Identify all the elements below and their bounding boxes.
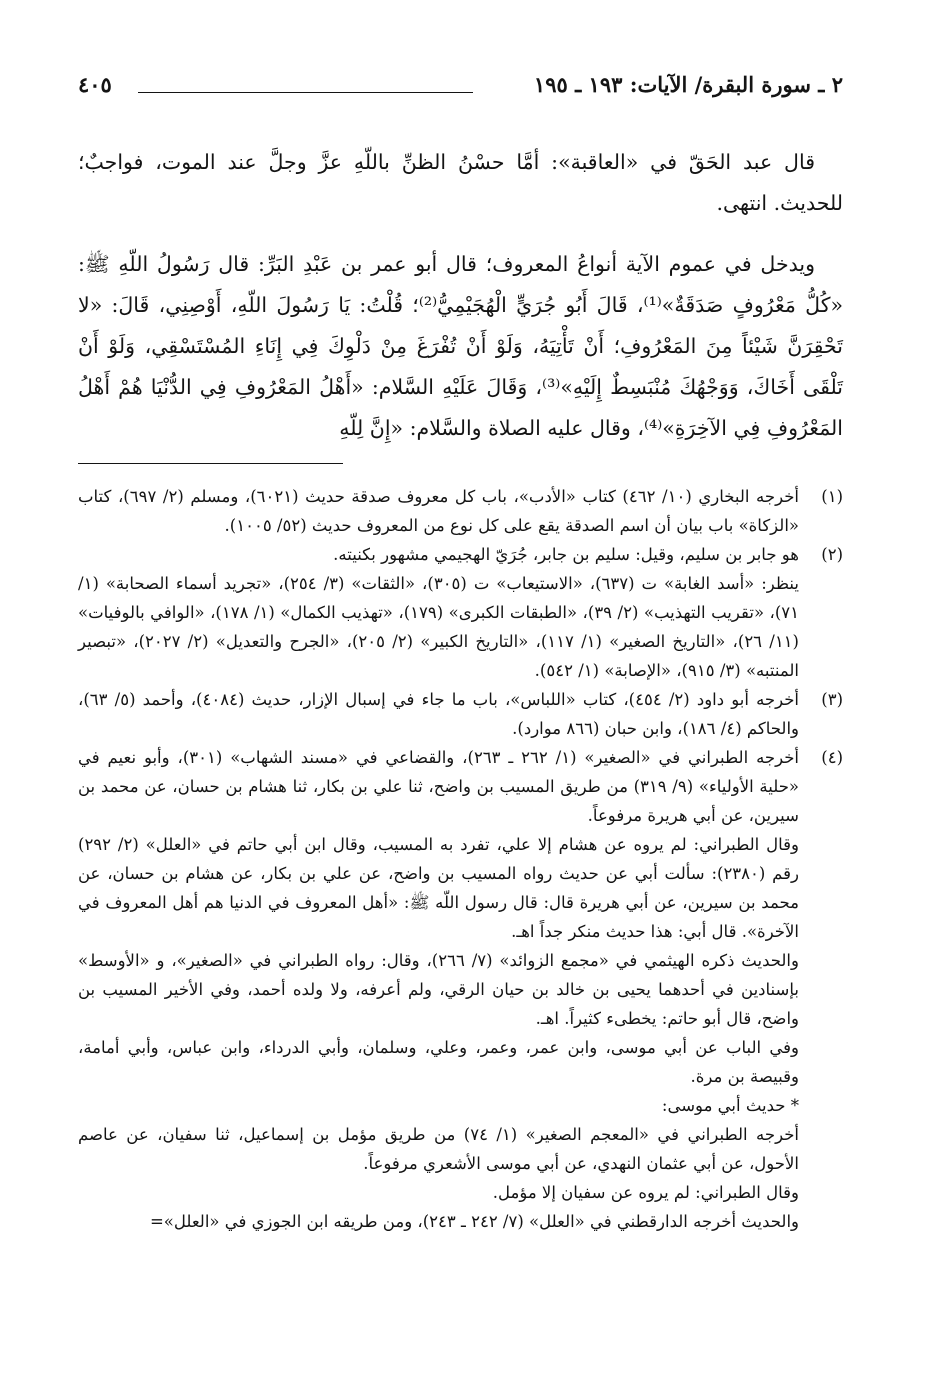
main-text <box>78 142 843 449</box>
footnote-paragraph: وفي الباب عن أبي موسى، وابن عمر، وعمر، وعلي، وسلمان، وأبي الدرداء، وابن عباس، وأبي أمامة، وقبيصة بن مرة. <box>78 1038 799 1086</box>
footnote-paragraph: والحديث ذكره الهيثمي في «مجمع الزوائد» (٧/ ٢٦٦)، وقال: رواه الطبراني في «الصغير»، و «الأوسط» بإسنادين في أحدهما يحيى بن خالد بن حيان الرقي، ولم أعرفه، ولا ولده أحمد، وفي الأخير المسيب بن واضح، قال أبو حاتم: يخطىء كثيراً. اهـ. <box>78 951 799 1028</box>
footnote <box>78 685 843 743</box>
footnote-separator <box>78 463 343 464</box>
footnote <box>78 482 843 540</box>
footnote-paragraph: أخرجه الطبراني في «المعجم الصغير» (١/ ٧٤) من طريق مؤمل بن إسماعيل، ثنا سفيان، عن عاصم الأحول، عن أبي عثمان النهدي، عن أبي موسى الأشعري مرفوعاً. <box>78 1125 799 1173</box>
footnote-number: (٤) <box>821 748 843 767</box>
page-number: ٤٠٥ <box>78 72 112 97</box>
footnote-paragraph: هو جابر بن سليم، وقيل: سليم بن جابر، جُرَيّ الهجيمي مشهور بكنيته. <box>333 545 799 564</box>
footnote-paragraph: * حديث أبي موسى: <box>661 1096 799 1115</box>
footnote-number: (٣) <box>821 690 843 709</box>
main-paragraph: ويدخل في عموم الآية أنواعُ المعروف؛ قال أبو عمر بن عَبْدِ البَرِّ: قال رَسُولُ اللّهِ ﷺ: «كُلُّ مَعْرُوفٍ صَدَقَةٌ»⁽¹⁾، قَالَ أَبُو جُرَيٍّ الْهُجَيْمِيُّ⁽²⁾؛ قُلْتُ: يَا رَسُولَ اللّهِ، أَوْصِنِي، قَالَ: «لا تَحْقِرَنَّ شَيْئاً مِنَ المَعْرُوفِ؛ أَنْ تَأْتِيَهُ، وَلَوْ أَنْ تُفْرَغَ مِنْ دَلْوِكَ فِي إِنَاءِ المُسْتَسْقِي، وَلَوْ أَنْ تَلْقَى أَخَاكَ، وَوَجْهُكَ مُنْبَسِطٌ إِلَيْهِ»⁽³⁾، وَقَالَ عَلَيْهِ السَّلام: «أَهْلُ المَعْرُوفِ فِي الدُّنْيَا هُمْ أَهْلُ المَعْرُوفِ فِي الآخِرَةِ»⁽⁴⁾، وقال عليه الصلاة والسَّلام: «إِنَّ لِلّهِ <box>78 252 843 440</box>
footnotes <box>78 482 843 1236</box>
footnote <box>78 540 843 685</box>
footnote-paragraph: أخرجه الطبراني في «الصغير» (١/ ٢٦٢ ـ ٢٦٣)، والقضاعي في «مسند الشهاب» (٣٠١)، وأبو نعيم في «حلية الأولياء» (٩/ ٣١٩) من طريق المسيب بن واضح، ثنا علي بن بكار، ثنا هشام بن حسان، عن محمد بن سيرين، عن أبي هريرة مرفوعاً. <box>78 748 799 825</box>
footnote-paragraph: أخرجه البخاري (١٠/ ٤٦٢) كتاب «الأدب»، باب كل معروف صدقة حديث (٦٠٢١)، ومسلم (٢/ ٦٩٧)، كتاب «الزكاة» باب بيان أن اسم الصدقة يقع على كل نوع من المعروف حديث (٥٢/ ١٠٠٥). <box>78 487 799 535</box>
footnote-paragraph: والحديث أخرجه الدارقطني في «العلل» (٧/ ٢٤٢ ـ ٢٤٣)، ومن طريقه ابن الجوزي في «العلل»= <box>149 1212 799 1231</box>
footnote-body <box>78 482 799 540</box>
footnote-paragraph: وقال الطبراني: لم يروه عن هشام إلا علي، تفرد به المسيب، وقال ابن أبي حاتم في «العلل» (٢/ ٢٩٢) رقم (٢٣٨٠): سألت أبي عن حديث رواه المسيب بن واضح، عن علي بن بكار، عن هشام بن حسان، عن محمد بن سيرين، عن أبي هريرة قال: قال رسول اللّه ﷺ: «أهل المعروف في الدنيا هم أهل المعروف في الآخرة». قال أبي: هذا حديث منكر جداً اهـ. <box>78 835 800 941</box>
header-title: ٢ ـ سورة البقرة/ الآيات: ١٩٣ ـ ١٩٥ <box>533 72 843 97</box>
footnote-body <box>78 685 799 743</box>
footnote-number: (١) <box>821 487 843 506</box>
footnote-number: (٢) <box>821 545 843 564</box>
footnote-paragraph: أخرجه أبو داود (٢/ ٤٥٤)، كتاب «اللباس»، باب ما جاء في إسبال الإزار، حديث (٤٠٨٤)، وأحمد (٥/ ٦٣)، والحاكم (٤/ ١٨٦)، وابن حبان (٨٦٦ موارد). <box>78 690 800 738</box>
running-header <box>78 68 843 112</box>
header-rule <box>138 92 473 93</box>
footnote <box>78 743 843 1236</box>
book-page <box>78 68 843 1236</box>
footnote-body <box>78 540 799 685</box>
footnote-paragraph: وقال الطبراني: لم يروه عن سفيان إلا مؤمل. <box>492 1183 799 1202</box>
main-paragraph: قال عبد الحَقّ في «العاقبة»: أمَّا حسْنُ الظنِّ باللّهِ عزَّ وجلَّ عند الموت، فواجبٌ؛ للحديث. انتهى. <box>78 150 843 215</box>
footnote-body <box>78 743 799 1236</box>
footnote-paragraph: ينظر: «أسد الغابة» ت (٦٣٧)، «الاستيعاب» ت (٣٠٥)، «الثقات» (٣/ ٢٥٤)، «تجريد أسماء الصحابة» (١/ ٧١)، «تقريب التهذيب» (٢/ ٣٩)، «الطبقات الكبرى» (١٧٩)، «تهذيب الكمال» (١/ ١٧٨)، «الوافي بالوفيات» (١١/ ٢٦)، «التاريخ الصغير» (١/ ١١٧)، «التاريخ الكبير» (٢/ ٢٠٥)، «الجرح والتعديل» (٢/ ٢٠٢٧)، «تبصير المنتبه» (٣/ ٩١٥)، «الإصابة» (١/ ٥٤٢). <box>78 574 800 680</box>
